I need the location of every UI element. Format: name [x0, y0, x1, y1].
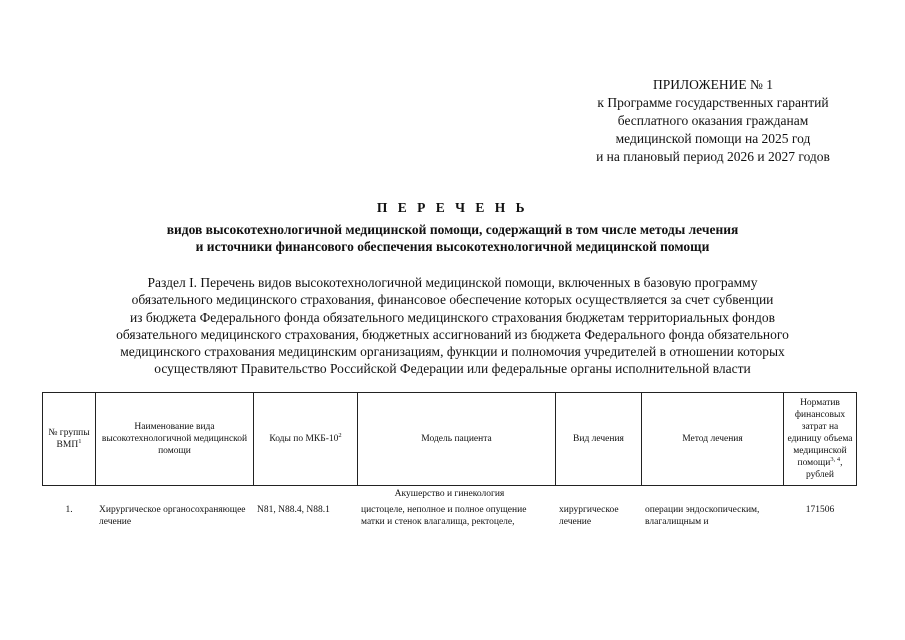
appendix-header	[560, 76, 866, 166]
header-group-number: № группы ВМП$^1$	[43, 393, 96, 486]
appendix-line-period: и на плановый период 2026 и 2027 годов	[596, 149, 830, 164]
section-line: Раздел I. Перечень видов высокотехнологичной медицинской помощи, включенных в базовую программу	[147, 275, 758, 290]
cell-icd-codes: N81, N88.4, N88.1	[257, 505, 330, 515]
hmp-table-wrapper	[42, 392, 856, 530]
cell-treatment-method: операции эндоскопическим, влагалищным и	[645, 505, 760, 527]
header-cost-norm: Норматив финансовых затрат на единицу объема медицинской помощи$^{3, 4}$, рублей	[784, 393, 857, 486]
document-subtitle	[0, 221, 905, 255]
header-treatment-type: Вид лечения	[556, 393, 642, 486]
appendix-line-free: бесплатного оказания гражданам	[617, 113, 809, 128]
cell-patient-model: цистоцеле, неполное и полное опущение матки и стенок влагалища, ректоцеле,	[361, 505, 527, 527]
cell-cost-norm: 171506	[805, 505, 835, 515]
appendix-line-program: к Программе государственных гарантий	[597, 95, 829, 110]
appendix-line-year: медицинской помощи на 2025 год	[615, 131, 811, 146]
subtitle-line: и источники финансового обеспечения высокотехнологичной медицинской помощи	[195, 239, 710, 254]
table-row	[43, 502, 857, 530]
cell-group-number: 1.	[65, 505, 73, 515]
section-line: обязательного медицинского страхования, бюджетных ассигнований из бюджета Федерального фонда обязательного	[116, 326, 789, 342]
section-line: из бюджета Федерального фонда обязательного медицинского страхования бюджетам территориальных фондов	[129, 309, 776, 325]
header-treatment-method: Метод лечения	[642, 393, 784, 486]
hmp-table	[42, 392, 857, 530]
cell-treatment-type: хирургическое лечение	[559, 505, 619, 527]
header-care-type-name: Наименование вида высокотехнологичной медицинской помощи	[96, 393, 254, 486]
subtitle-line: видов высокотехнологичной медицинской помощи, содержащий в том числе методы лечения	[166, 222, 739, 237]
header-icd-codes: Коды по МКБ-$10^2$	[254, 393, 358, 486]
section-line: осуществляют Правительство Российской Федерации или федеральные органы исполнительной власти	[154, 361, 751, 377]
section-title-cell: Акушерство и гинекология	[394, 489, 505, 499]
section-heading	[0, 274, 905, 378]
cell-care-type-name: Хирургическое органосохраняющее лечение	[99, 505, 246, 527]
header-patient-model: Модель пациента	[358, 393, 556, 486]
appendix-line-title: ПРИЛОЖЕНИЕ № 1	[652, 77, 774, 92]
table-section-row	[43, 486, 857, 503]
section-line: обязательного медицинского страхования, финансовое обеспечение которых осуществляется за счет субвенции	[131, 292, 774, 308]
table-header-row	[43, 393, 857, 486]
section-line: медицинского страхования медицинским организациям, функции и полномочия учредителей в отношении которых	[120, 344, 785, 360]
document-title: П Е Р Е Ч Е Н Ь	[376, 200, 529, 215]
